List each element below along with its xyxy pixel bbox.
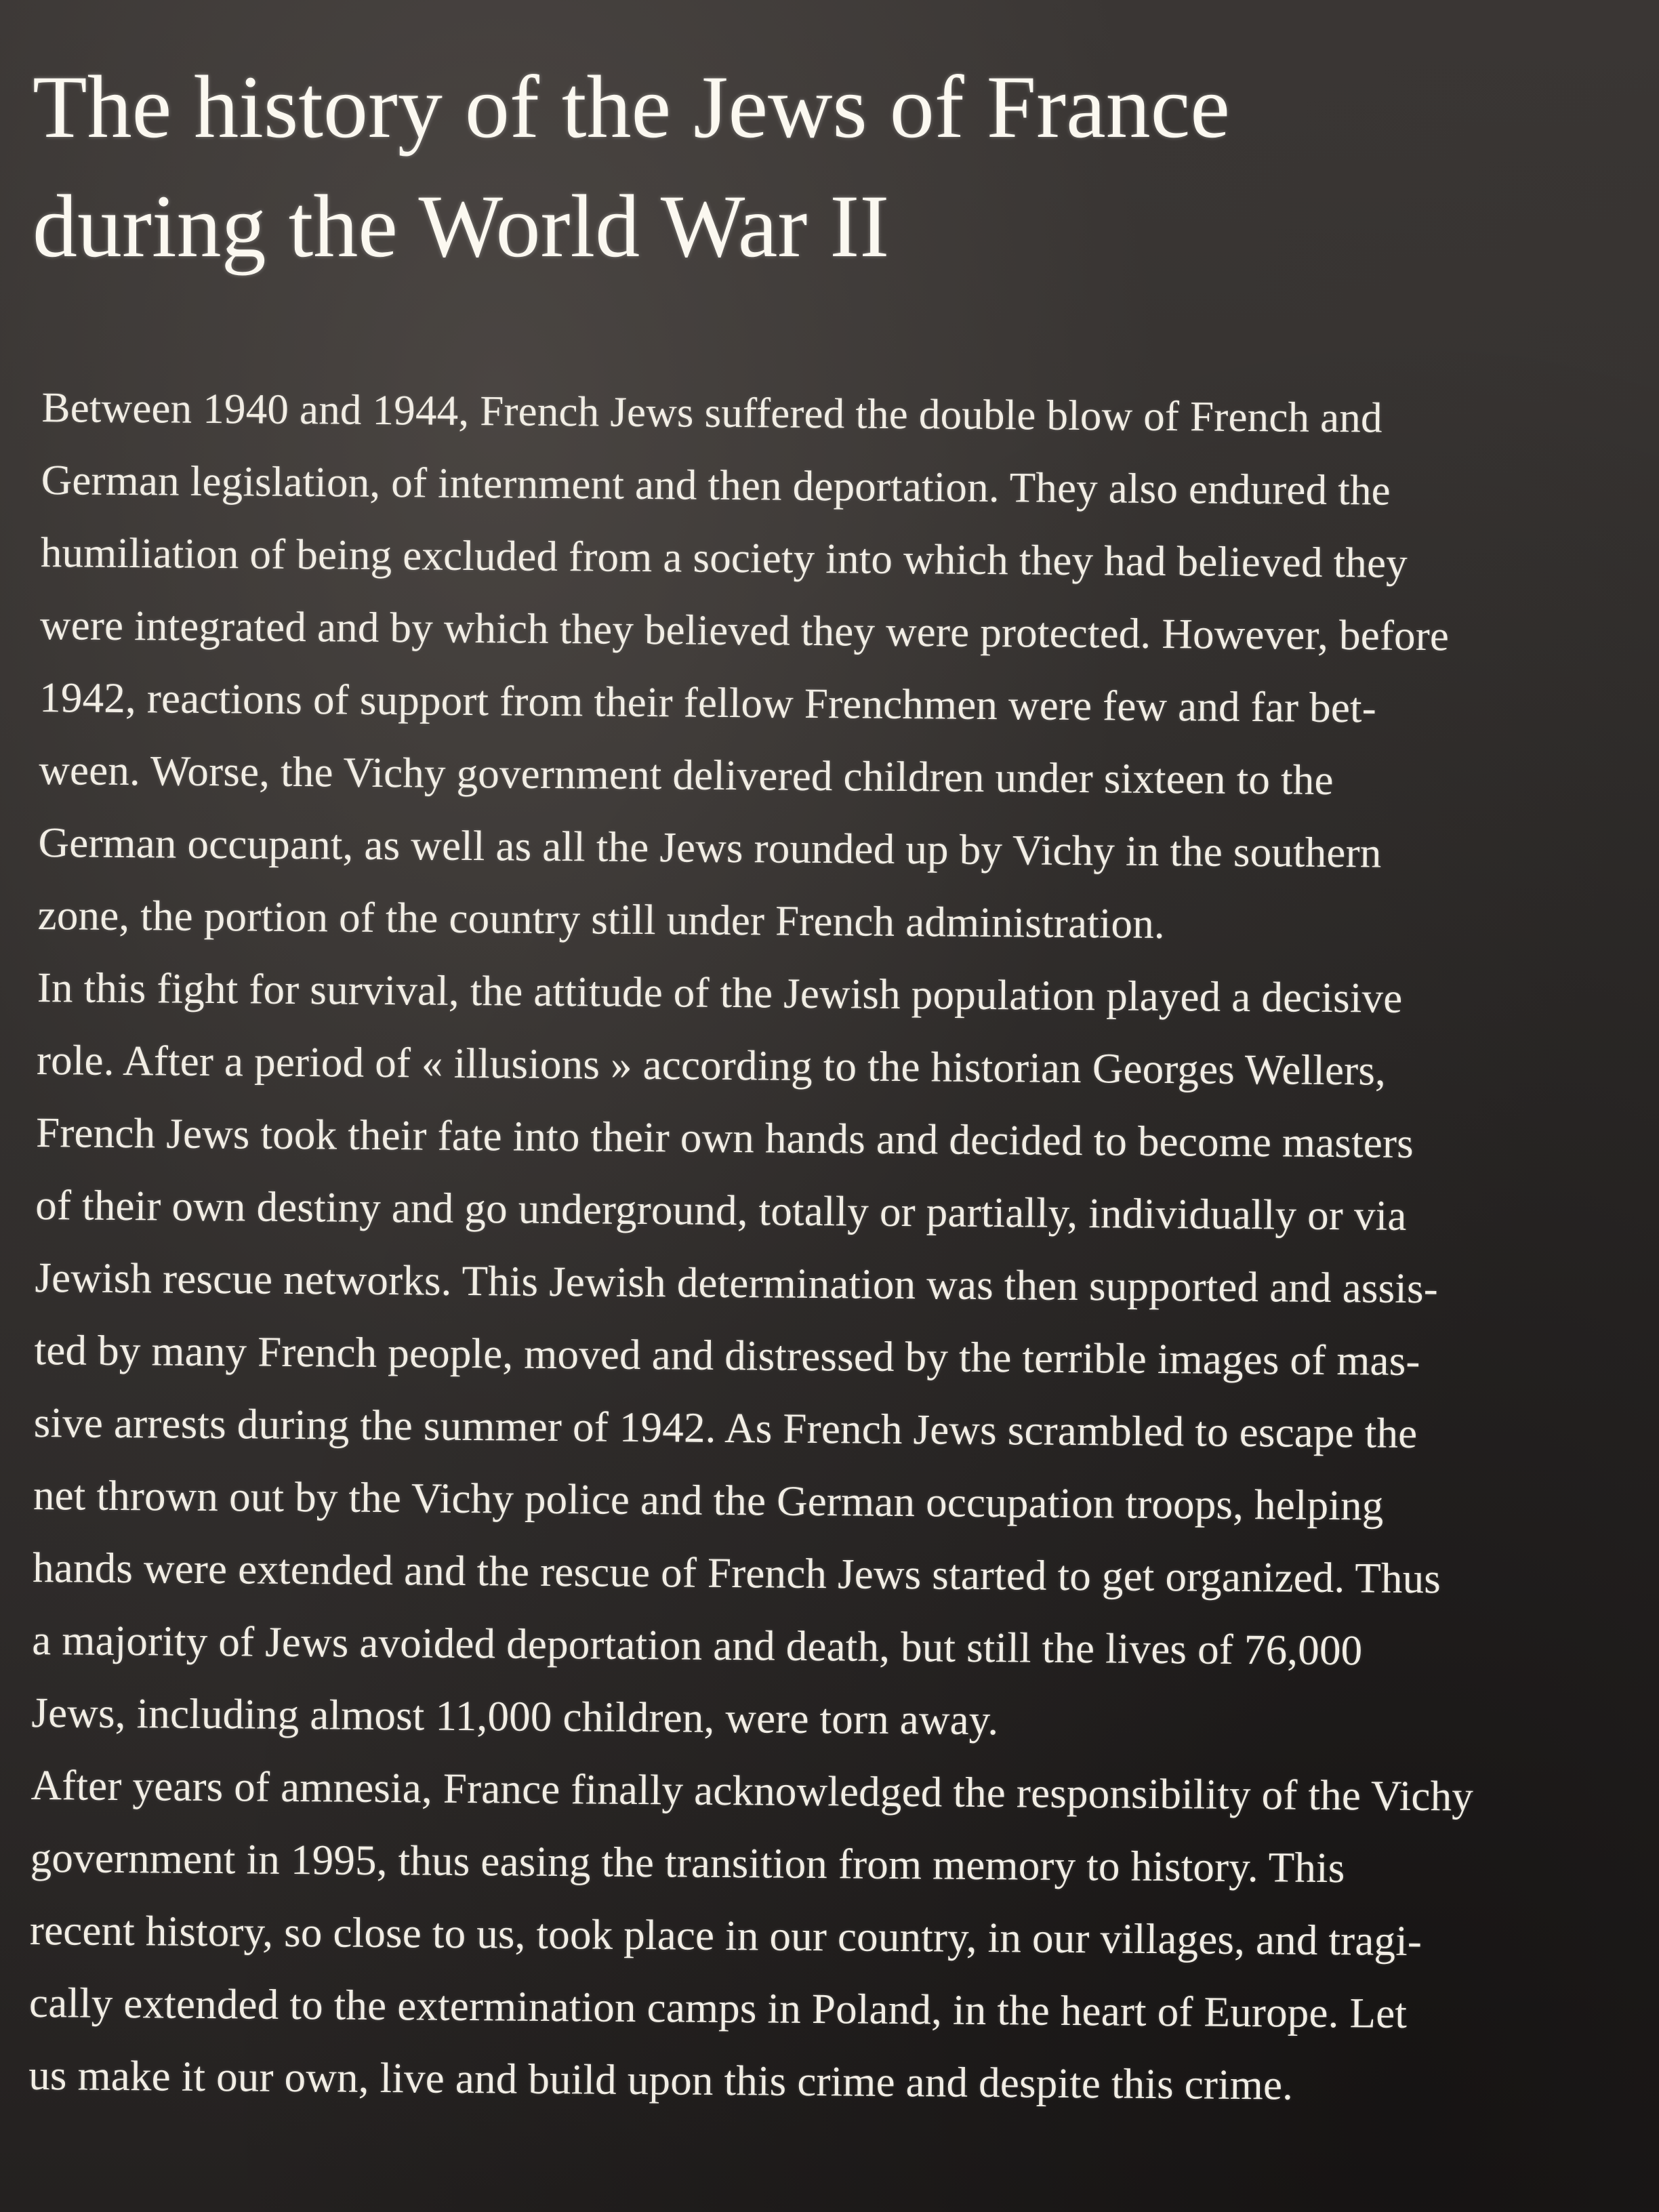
body-line: After years of amnesia, France finally acknowledged the responsibility of the Vichy bbox=[30, 1761, 1474, 1820]
panel-body-text bbox=[28, 371, 1648, 2125]
body-line: net thrown out by the Vichy police and the German occupation troops, helping bbox=[33, 1471, 1384, 1530]
body-line: sive arrests during the summer of 1942. As French Jews scrambled to escape the bbox=[33, 1398, 1418, 1457]
body-line: government in 1995, thus easing the transition from memory to history. This bbox=[30, 1833, 1345, 1892]
title-line-2: during the World War II bbox=[33, 176, 890, 276]
body-line: 1942, reactions of support from their fellow Frenchmen were few and far bet- bbox=[39, 673, 1377, 732]
body-line: role. After a period of « illusions » according to the historian Georges Wellers, bbox=[36, 1036, 1387, 1094]
body-line: zone, the portion of the country still under French administration. bbox=[37, 890, 1166, 948]
body-line: recent history, so close to us, took place in our country, in our villages, and tragi- bbox=[29, 1906, 1422, 1965]
body-line: In this fight for survival, the attitude of the Jewish population played a decisive bbox=[37, 963, 1403, 1022]
body-line: a majority of Jews avoided deportation and death, but still the lives of 76,000 bbox=[32, 1616, 1363, 1675]
body-line: humiliation of being excluded from a society into which they had believed they bbox=[40, 528, 1408, 587]
body-line: Jews, including almost 11,000 children, were torn away. bbox=[31, 1688, 999, 1744]
body-line: French Jews took their fate into their own hands and decided to become masters bbox=[35, 1108, 1414, 1167]
body-line: Between 1940 and 1944, French Jews suffered the double blow of French and bbox=[41, 383, 1383, 442]
body-line: of their own destiny and go underground, totally or partially, individually or via bbox=[35, 1181, 1407, 1240]
body-line: hands were extended and the rescue of French Jews started to get organized. Thus bbox=[32, 1543, 1441, 1603]
title-line-1: The history of the Jews of France bbox=[33, 57, 1230, 157]
body-line: were integrated and by which they believed they were protected. However, before bbox=[39, 600, 1450, 660]
body-line: ween. Worse, the Vichy government delivered children under sixteen to the bbox=[39, 745, 1334, 804]
body-line: German legislation, of internment and then deportation. They also endured the bbox=[41, 455, 1391, 514]
body-line: German occupant, as well as all the Jews rounded up by Vichy in the southern bbox=[38, 818, 1382, 877]
panel-title bbox=[33, 47, 1388, 286]
body-line: cally extended to the extermination camps in Poland, in the heart of Europe. Let bbox=[28, 1978, 1408, 2037]
body-line: us make it our own, live and build upon this crime and despite this crime. bbox=[28, 2051, 1294, 2109]
body-line: Jewish rescue networks. This Jewish determination was then supported and assis- bbox=[35, 1253, 1439, 1313]
body-line: ted by many French people, moved and distressed by the terrible images of mas- bbox=[34, 1326, 1420, 1385]
